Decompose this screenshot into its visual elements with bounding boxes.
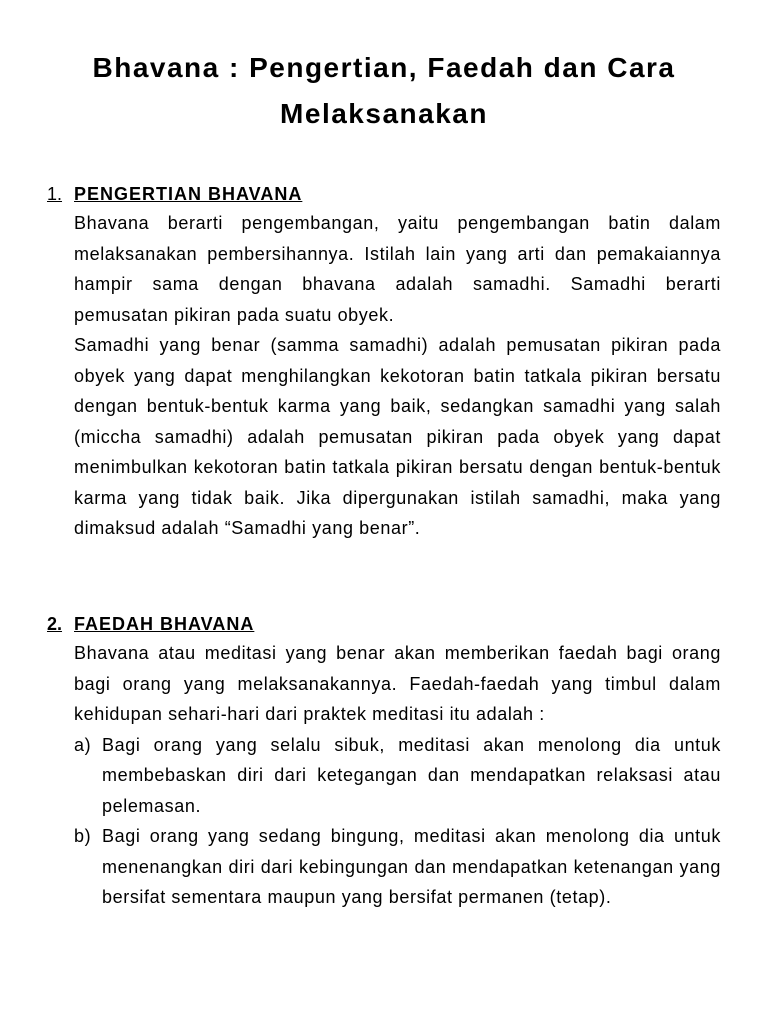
section-heading [47, 610, 721, 638]
section-heading [47, 180, 721, 208]
section-number: 1. [47, 184, 63, 204]
list-marker: a) [74, 734, 92, 755]
section-title: FAEDAH BHAVANA [74, 614, 255, 634]
benefit-list [74, 730, 721, 913]
document-title-line-1: Bhavana : Pengertian, Faedah dan Cara [92, 52, 676, 83]
section-faedah [47, 610, 721, 913]
list-item [74, 821, 721, 913]
paragraph: Bhavana atau meditasi yang benar akan memberikan faedah bagi orang bagi orang yang melaksanakannya. Faedah-faedah yang timbul dalam kehidupan sehari-hari dari praktek meditasi itu adalah : [74, 643, 721, 724]
paragraph: Samadhi yang benar (samma samadhi) adalah pemusatan pikiran pada obyek yang dapat menghilangkan kekotoran batin tatkala pikiran bersatu dengan bentuk-bentuk karma yang baik, sedangkan samadhi yang salah (miccha samadhi) adalah pemusatan pikiran pada obyek yang dapat menimbulkan kekotoran batin tatkala pikiran bersatu dengan bentuk-bentuk karma yang tidak baik. Jika dipergunakan istilah samadhi, maka yang dimaksud adalah “Samadhi yang benar”. [74, 335, 721, 538]
section-title: PENGERTIAN BHAVANA [74, 184, 303, 204]
list-item-text: Bagi orang yang selalu sibuk, meditasi akan menolong dia untuk membebaskan diri dari ketegangan dan mendapatkan relaksasi atau pelemasan. [102, 734, 721, 816]
list-item [74, 730, 721, 822]
section-number: 2. [47, 614, 63, 634]
section-pengertian [47, 180, 721, 544]
document-title-line-2: Melaksanakan [280, 98, 488, 129]
paragraph: Bhavana berarti pengembangan, yaitu pengembangan batin dalam melaksanakan pembersihannya. Istilah lain yang arti dan pemakaiannya hampir sama dengan bhavana adalah samadhi. Samadhi berarti pemusatan pikiran pada suatu obyek. [74, 213, 721, 325]
list-item-text: Bagi orang yang sedang bingung, meditasi akan menolong dia untuk menenangkan diri dari kebingungan dan mendapatkan ketenangan yang bersifat sementara maupun yang bersifat permanen (tetap). [102, 826, 721, 907]
list-marker: b) [74, 826, 92, 846]
